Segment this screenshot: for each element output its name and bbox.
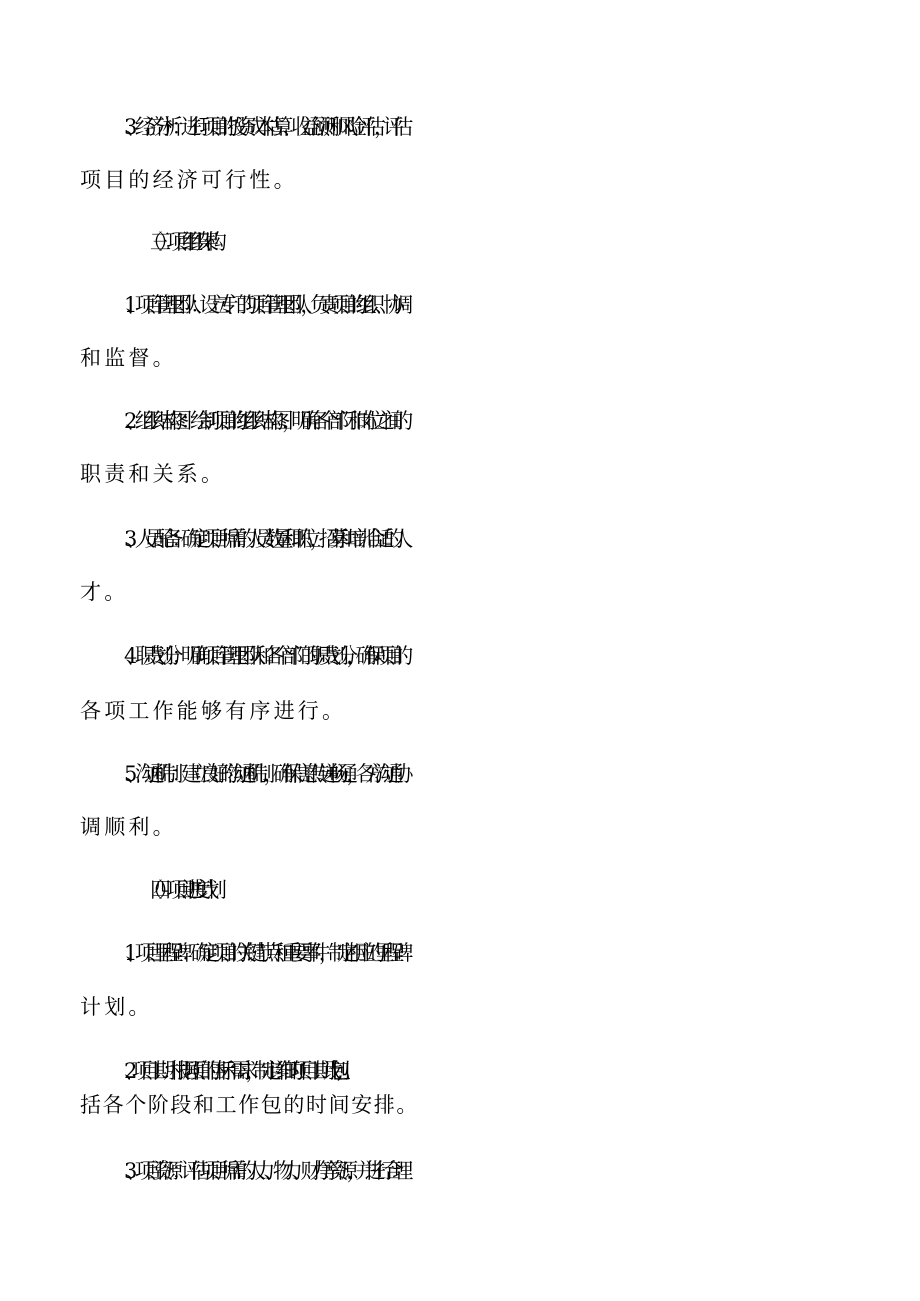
paragraph-org-chart-line-2: 职责和关系。 [80,462,226,486]
paragraph-milestones-line-1: 1、项目里程碑：确定项目的关键节点和重要事件，制定相应的里程碑 [124,941,402,965]
paragraph-communication-line-2: 调顺利。 [80,815,177,839]
paragraph-staffing-line-2: 才。 [80,580,129,604]
paragraph-management-team-line-2: 和监督。 [80,346,177,370]
paragraph-economic-analysis-line-2: 项目的经济可行性。 [80,168,298,192]
paragraph-economic-analysis-line-1: 3、经济分析：进行项目的投资成本估算、收益预测和风险评估，评估 [124,115,402,139]
section-heading-schedule: （四）项目进度计划 [142,878,214,902]
paragraph-staffing-line-1: 3、人员配备：确定项目所需的人员数量和职位，招募和培训合适的人 [124,527,402,551]
paragraph-responsibilities-line-1: 4、职责划分：明确项目管理团队和各个部门的职责划分，确保项目的 [124,644,402,668]
paragraph-communication-line-1: 5、沟通机制：建立良好的沟通机制，确保信息传递畅通，各方沟通协 [124,762,402,786]
paragraph-duration-line-1: 2、项目工期：根据项目的目标和需求，制定详细的项目工期计划,包 [124,1059,338,1083]
paragraph-management-team-line-1: 1、项目管理团队：设立专门的项目管理团队，负责项目的组织、协调 [124,293,402,317]
paragraph-org-chart-line-1: 2、组织结构图：绘制项目的组织结构图，明确各个部门和岗位之间的 [124,409,402,433]
paragraph-resources-line-1: 3、项目资源：评估项目所需的人力、物力、财力等资源，并进行合理 [124,1159,402,1183]
section-heading-organization: （三）项目组织架构 [142,230,214,254]
paragraph-responsibilities-line-2: 各项工作能够有序进行。 [80,699,347,723]
paragraph-milestones-line-2: 计划。 [80,995,153,1019]
paragraph-duration-line-2: 括各个阶段和工作包的时间安排。 [80,1093,419,1117]
